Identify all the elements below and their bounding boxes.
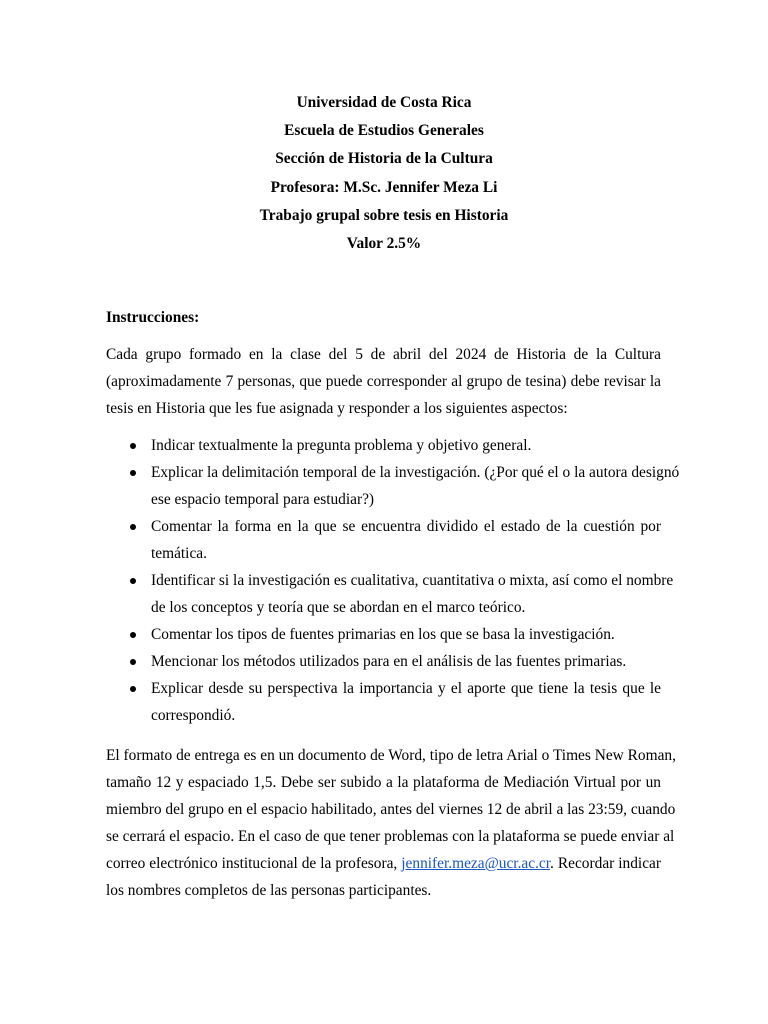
bullet-icon	[130, 470, 136, 476]
format-line: miembro del grupo en el espacio habilitado, antes del viernes 12 de abril a las 23:59, cuando	[106, 801, 676, 818]
list-item	[106, 459, 680, 513]
list-item-text: Identificar si la investigación es cualitativa, cuantitativa o mixta, así como el nombre	[151, 572, 674, 589]
school-name: Escuela de Estudios Generales	[284, 122, 484, 140]
section-name: Sección de Historia de la Cultura	[275, 150, 493, 168]
bullet-icon	[130, 632, 136, 638]
list-item-text: correspondió.	[151, 707, 236, 724]
list-item	[106, 675, 661, 729]
list-item-text: Comentar la forma en la que se encuentra dividido el estado de la cuestión por	[151, 518, 661, 535]
list-item-text: temática.	[151, 545, 207, 562]
format-line-email	[106, 850, 661, 877]
list-item	[106, 513, 661, 567]
format-line-text: . Recordar indicar	[550, 855, 661, 872]
list-item-text: de los conceptos y teoría que se abordan en el marco teórico.	[151, 599, 526, 616]
assignment-title: Trabajo grupal sobre tesis en Historia	[259, 206, 509, 224]
assignment-value: Valor 2.5%	[346, 235, 422, 253]
document-header	[0, 89, 768, 258]
list-item	[106, 432, 661, 459]
professor-name: Profesora: M.Sc. Jennifer Meza Li	[270, 178, 498, 196]
aspects-list	[106, 432, 680, 729]
format-line: los nombres completos de las personas participantes.	[106, 882, 432, 899]
bullet-icon	[130, 578, 136, 584]
format-paragraph	[106, 742, 676, 904]
list-item-text: Comentar los tipos de fuentes primarias en los que se basa la investigación.	[151, 626, 615, 643]
list-item-text: Explicar la delimitación temporal de la investigación. (¿Por qué el o la autora designó	[151, 464, 680, 481]
bullet-icon	[130, 443, 136, 449]
list-item-text: ese espacio temporal para estudiar?)	[151, 491, 375, 508]
list-item	[106, 648, 661, 675]
list-item	[106, 567, 674, 621]
intro-line: Cada grupo formado en la clase del 5 de abril del 2024 de Historia de la Cultura	[106, 346, 661, 363]
list-item-text: Mencionar los métodos utilizados para en el análisis de las fuentes primarias.	[151, 653, 627, 670]
bullet-icon	[130, 686, 136, 692]
intro-line: (aproximadamente 7 personas, que puede corresponder al grupo de tesina) debe revisar la	[106, 373, 661, 390]
intro-paragraph	[106, 341, 661, 422]
bullet-icon	[130, 524, 136, 530]
format-line: se cerrará el espacio. En el caso de que tener problemas con la plataforma se puede enviar al	[106, 828, 675, 845]
format-line-text: correo electrónico institucional de la profesora,	[106, 855, 402, 872]
university-name: Universidad de Costa Rica	[296, 94, 472, 111]
intro-line: tesis en Historia que les fue asignada y responder a los siguientes aspectos:	[106, 400, 568, 417]
list-item-text: Indicar textualmente la pregunta problema y objetivo general.	[151, 437, 532, 454]
format-line: tamaño 12 y espaciado 1,5. Debe ser subido a la plataforma de Mediación Virtual por un	[106, 774, 661, 791]
instructions-heading: Instrucciones:	[106, 309, 200, 326]
format-line: El formato de entrega es en un documento de Word, tipo de letra Arial o Times New Roman,	[106, 747, 676, 764]
professor-email-link[interactable]: jennifer.meza@ucr.ac.cr	[401, 855, 551, 872]
list-item-text: Explicar desde su perspectiva la importancia y el aporte que tiene la tesis que le	[151, 680, 661, 697]
list-item	[106, 621, 661, 648]
bullet-icon	[130, 659, 136, 665]
